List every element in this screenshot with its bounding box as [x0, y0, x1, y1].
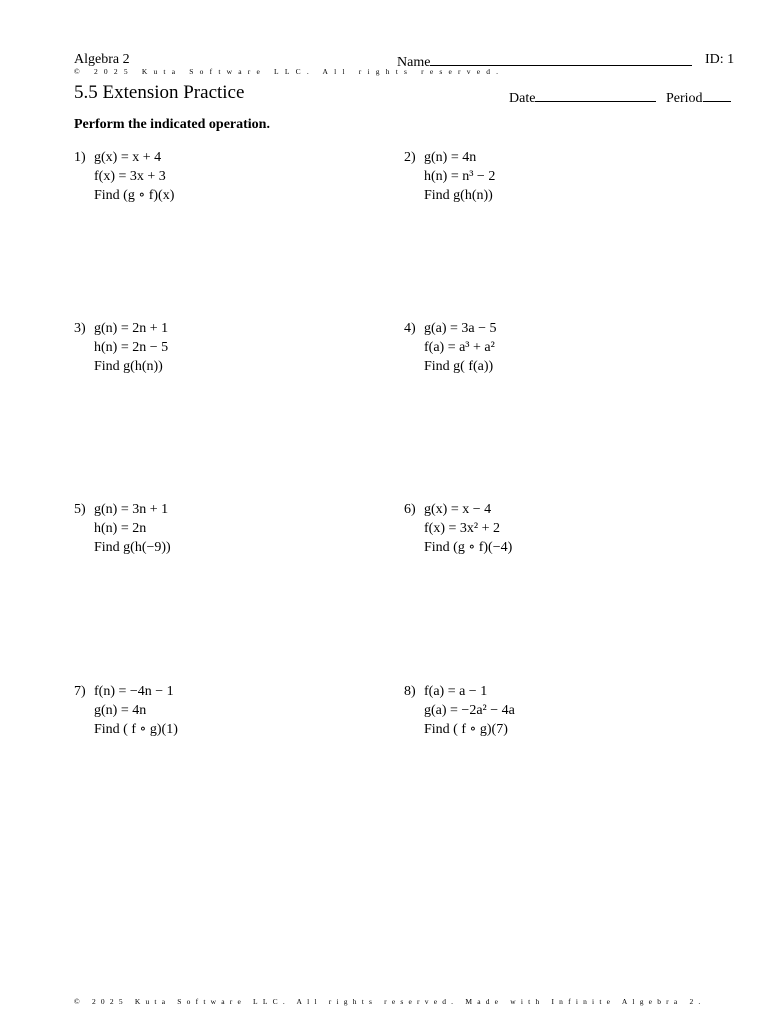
worksheet-id: ID: 1 [705, 52, 735, 67]
problem-line: f(n) = −4n − 1 [94, 684, 174, 699]
problem-number: 2) [404, 150, 416, 165]
problem-line: h(n) = 2n − 5 [94, 340, 169, 355]
problem-line: Find (g ∘ f)(x) [94, 188, 175, 203]
problem-line: Find (g ∘ f)(−4) [424, 540, 513, 555]
problem-line: f(x) = 3x + 3 [94, 169, 166, 184]
problem-line: h(n) = 2n [94, 521, 147, 536]
problem-line: Find ( f ∘ g)(7) [424, 722, 508, 737]
problem-line: g(n) = 2n + 1 [94, 321, 169, 336]
problem-line: Find ( f ∘ g)(1) [94, 722, 178, 737]
copyright-top: © 2025 Kuta Software LLC. All rights reserved. [74, 67, 505, 76]
page-title: 5.5 Extension Practice [74, 82, 245, 103]
problem-line: Find g(h(n)) [424, 188, 493, 203]
problem-line: Find g( f(a)) [424, 359, 494, 374]
course-name: Algebra 2 [74, 52, 130, 67]
problem-line: g(x) = x + 4 [94, 150, 162, 165]
problem-number: 4) [404, 321, 416, 336]
problem-line: g(n) = 4n [424, 150, 477, 165]
problem-line: h(n) = n³ − 2 [424, 169, 496, 184]
problem-line: f(a) = a − 1 [424, 684, 488, 699]
problem-line: g(n) = 3n + 1 [94, 502, 169, 517]
problem-number: 1) [74, 150, 86, 165]
problem-line: g(x) = x − 4 [424, 502, 492, 517]
problem-number: 6) [404, 502, 416, 517]
name-label: Name [397, 55, 431, 70]
problem-line: g(n) = 4n [94, 703, 147, 718]
problem-number: 8) [404, 684, 416, 699]
name-blank-line[interactable] [430, 52, 692, 66]
problem-line: g(a) = −2a² − 4a [424, 703, 515, 718]
period-label: Period [665, 91, 703, 106]
date-blank-line[interactable] [535, 88, 656, 102]
problem-line: f(x) = 3x² + 2 [424, 521, 500, 536]
date-label: Date [509, 91, 536, 106]
instructions: Perform the indicated operation. [74, 117, 270, 132]
problem-number: 5) [74, 502, 86, 517]
problem-number: 7) [74, 684, 86, 699]
problem-line: Find g(h(n)) [94, 359, 163, 374]
date-period-fields[interactable] [509, 88, 731, 107]
problem-line: Find g(h(−9)) [94, 540, 171, 555]
problem-line: f(a) = a³ + a² [424, 340, 495, 355]
problem-number: 3) [74, 321, 86, 336]
problem-line: g(a) = 3a − 5 [424, 321, 497, 336]
period-blank-line[interactable] [703, 88, 731, 102]
copyright-footer: © 2025 Kuta Software LLC. All rights reserved. Made with Infinite Algebra 2. [74, 997, 706, 1006]
